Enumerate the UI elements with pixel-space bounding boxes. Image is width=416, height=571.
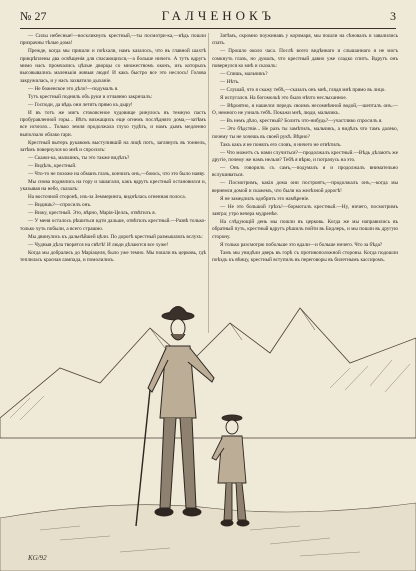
right-column-paragraph: Тамъ мы увидѣли дверь въ горѣ съ противоположной стороны. Когда подошли поѣздъ къ вѣнцу, крестный вступилъ въ переговоры въ билетнымъ кассиромъ. <box>212 249 398 263</box>
right-column-paragraph: Я не замедлилъ одобрить это намѣреніе. <box>220 195 310 202</box>
left-column-paragraph: Мы двинулись къ дальнѣйшей цѣли. По дорогѣ крестный размышлялъ вслухъ: <box>28 233 203 240</box>
left-column-paragraph: Мы снова поднялись на гору и зашагали, какъ вдругъ крестный остановился и, указывая на небо, сказалъ: <box>20 179 206 193</box>
hill-hatching <box>10 360 410 420</box>
right-column-paragraph: Такъ какъ я не понялъ его словъ, я ничего не отвѣтилъ. <box>220 141 342 148</box>
right-column-paragraph: — Слушай, что я скажу тебѣ,—сказалъ онъ мнѣ, глядя мнѣ прямо въ лицо. <box>220 87 386 93</box>
left-column-paragraph: Крестный вытеръ рукавомъ выступившій на лицѣ потъ, заглянулъ въ тоннель, затѣмъ повернулся ко мнѣ и спросилъ: <box>20 139 206 154</box>
page-header <box>20 8 396 26</box>
magazine-title: ГАЛЧЕНОКЪ <box>161 8 275 23</box>
left-column-paragraph: — Скажи-ка, мальчикъ, ты это также видѣлъ? <box>28 155 130 162</box>
illustration-two-travelers <box>0 268 416 571</box>
right-column-paragraph: — Нѣтъ. <box>220 79 240 86</box>
left-column-paragraph: — Видишь?—спросилъ онъ. <box>28 202 92 209</box>
left-column-paragraph: — Вижу, крестный. Это, вѣрно, Марія-Целль, отвѣтилъ я. <box>28 210 156 217</box>
right-column-paragraph: — Спишь, мальчикъ? <box>220 71 268 78</box>
right-column-paragraph: — Прошло около часа. Послѣ всего видѣннаго и слышаннаго я не могъ сомкнуть глазъ, но думалъ, что крестный давно уже сладко спитъ. Вдругъ онъ повернулся ко мнѣ и сказалъ: <box>212 48 398 70</box>
left-column-paragraph: — Господи, да вѣдь они летятъ прямо къ дыру! <box>28 101 133 108</box>
right-column-paragraph: — Онъ говорилъ съ самъ,—подумалъ я и продолжалъ внимательно вслушиваться. <box>212 164 398 179</box>
man-figure <box>136 307 214 527</box>
right-column-paragraph: — Не это большой грѣхъ!—бормоталъ крестный.—Ну, ничего, посмотримъ завтра; утро вечера мудренѣе. <box>212 203 398 217</box>
right-column-paragraph: Я только разсмотрю побольше это вдали—и больше ничего. Что за бѣда? <box>220 241 383 248</box>
right-column-paragraph: На слѣдующій день мы пошли въ церковь. Когда же мы направились въ обратный путь, крестный вдругъ рѣшилъ пойти въ Бидлеръ, и мы пошли въ другую сторону. <box>212 218 398 240</box>
header-rule <box>20 28 396 29</box>
left-column-paragraph: — Что-то не похоже на обманъ глазъ, кончилъ онъ,—боюсь, что это было наяву. <box>28 171 206 178</box>
ground <box>0 503 416 571</box>
left-column-paragraph: Прежде, когда мы пришли и поѣхали, намъ казалось, что въ главной шахтѣ прикрѣплены два освѣщенія для спасающихся,—а больше ничего. А тутъ вдругъ мимо насъ промчались цѣлые дворцы со множествомъ оконъ, изъ которыхъ высовывались маленькія живыя люди! И какъ быстро все это неслось! Голова закружилась, и у насъ захватило дыханіе. <box>20 48 206 84</box>
engraving-svg <box>0 268 416 571</box>
right-column-paragraph: — Вѣроятно, я нашелся передъ своимъ несомнѣнной водой,—шепталъ онъ.—О, немного не узналъ тебѣ. Покажи мнѣ, люди, мальчикъ. <box>212 102 398 117</box>
left-column-paragraph: И въ тотъ же мигъ стоковсеное чудовище ринулось въ темную пасть пробуравленной горы... Вѣтъ визжащихъ еще огнемъ послѣдняго дома,—затѣмъ все исчезло... Только земля продолжала глухо гудѣть, и намъ дымъ медленно выползало облако гари. <box>20 109 206 138</box>
artist-signature: KG/92 <box>28 554 47 562</box>
left-column-paragraph: Тутъ крестный поднялъ объ руки и отчаянно закричалъ: <box>28 93 153 100</box>
left-column-paragraph: — Видѣлъ, крестный. <box>28 163 77 170</box>
left-column-paragraph: — Силы небесные!—воскликнулъ крестный,—ты посмотри-ка,—вѣдь пошли призрачны тѣлые дома! <box>20 33 206 47</box>
right-column-paragraph: — Въ немъ дѣло, крестный? Болитъ что-нибудь?—участливо спросилъ я. <box>220 118 383 125</box>
right-column-paragraph: — Посмотримъ, какія дома они построятъ,—продолжалъ онъ,—когда мы вернемся домой и скажемъ, что были на желѣзной дорогѣ! <box>212 180 398 194</box>
right-column-paragraph: — Что можетъ съ нами случиться?—продолжалъ крестный.—Вѣдь дѣлаютъ же другіе, почему же намъ нельзя? Тебѣ я вѣрю, и потрачусь на это. <box>212 149 398 163</box>
left-column-paragraph: — Не боженское это дѣло!—подумалъ я. <box>28 85 119 92</box>
page-number: 3 <box>390 9 396 23</box>
left-column-paragraph: На восточной сторонѣ, изъ-за Земмеринга, виднѣлась огненная полоса. <box>28 194 186 201</box>
left-column-paragraph: — У меня осталось рѣшиться идти дальше, отвѣтилъ крестный.—Развѣ только-только чуть побыли, а всего страшно. <box>20 218 206 232</box>
right-column-paragraph: Затѣмъ, скромно поужинавъ у корчмаря, мы пошли на сѣновалъ и завалились спать. <box>212 33 398 47</box>
left-column-paragraph: Когда мы добрались до Маріацеля, было уже темно. Мы пошли въ церковь, гдѣ теплилась красная лампада, и помолились. <box>20 249 206 263</box>
issue-number: № 27 <box>20 9 47 23</box>
left-column-paragraph: — Чудныя дѣла творятся на свѣтѣ! И люди дѣлаются все хуже! <box>28 241 169 248</box>
right-column-paragraph: Я испугался. На богомольѣ это было нѣчто неслыханное. <box>220 94 347 101</box>
right-column-paragraph: — Это бѣдствіе... Не разъ ты замѣтилъ, мальчикъ, а видѣлъ что тамъ далеко, почему ты не хочешь въ своей рукѣ. Вѣрно? <box>212 126 398 140</box>
